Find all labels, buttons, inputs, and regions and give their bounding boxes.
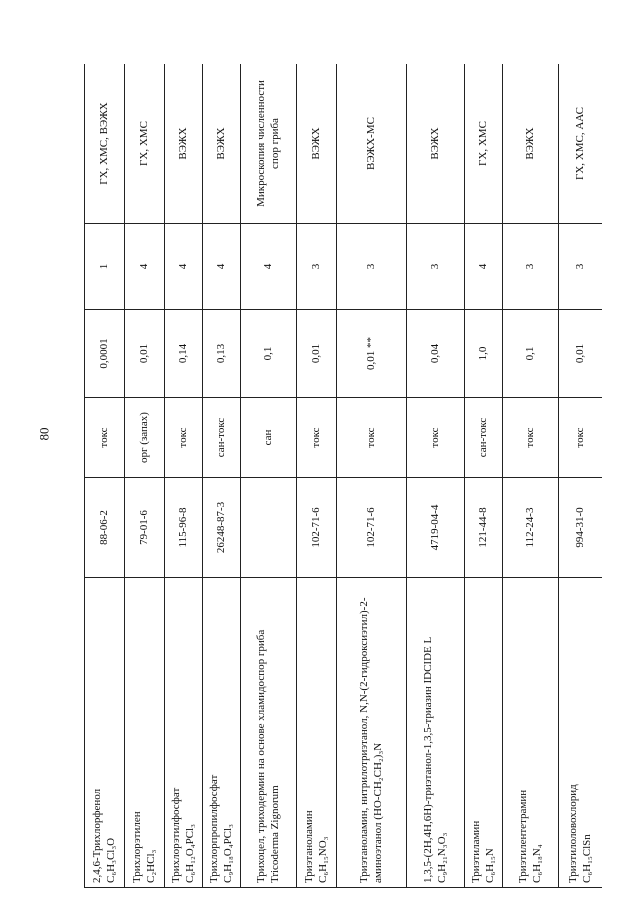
substance-formula: C₆H₁₂O₄PCl₃ xyxy=(183,824,196,883)
cas-number: 102-71-6 xyxy=(297,478,337,578)
hazard-class: 3 xyxy=(503,224,559,310)
limit-value: 0,01 xyxy=(297,310,337,398)
substance-formula: C₆H₁₅NO₃ xyxy=(316,836,329,883)
substance-name-cell xyxy=(297,578,337,888)
hazard-class: 4 xyxy=(203,224,241,310)
cas-number: 102-71-6 xyxy=(337,478,407,578)
analysis-method: ВЭЖХ xyxy=(203,64,241,224)
limit-value: 0,01 xyxy=(559,310,603,398)
cas-number: 994-31-0 xyxy=(559,478,603,578)
substance-formula: C₆H₃Cl₃O xyxy=(104,837,117,883)
page-number: 80 xyxy=(36,427,52,441)
substance-name: Триэтиламин xyxy=(469,820,482,883)
substance-formula: C₆H₁₅N xyxy=(483,848,496,883)
table-row xyxy=(203,64,241,888)
limit-value: 0,01 ** xyxy=(337,310,407,398)
hazard-class: 4 xyxy=(165,224,203,310)
substance-name-cell xyxy=(85,578,125,888)
limit-value: 0,13 xyxy=(203,310,241,398)
limit-value: 0,1 xyxy=(241,310,297,398)
analysis-method: ВЭЖХ xyxy=(503,64,559,224)
hazard-class: 4 xyxy=(125,224,165,310)
hazard-class: 3 xyxy=(559,224,603,310)
table-row xyxy=(297,64,337,888)
table-row xyxy=(165,64,203,888)
analysis-method: ВЭЖХ xyxy=(407,64,465,224)
cas-number xyxy=(241,478,297,578)
table-row xyxy=(407,64,465,888)
substance-name-cell xyxy=(337,578,407,888)
data-table-container xyxy=(84,64,602,888)
hazard-class: 4 xyxy=(465,224,503,310)
analysis-method: ГХ, ХМС xyxy=(125,64,165,224)
substance-table xyxy=(84,64,602,888)
table-row xyxy=(465,64,503,888)
table-row xyxy=(241,64,297,888)
hazard-indicator: сан xyxy=(241,398,297,478)
hazard-indicator: сан-токс xyxy=(203,398,241,478)
cas-number: 112-24-3 xyxy=(503,478,559,578)
substance-formula: C₉H₂₁N₃O₃ xyxy=(435,832,448,883)
substance-formula: C₉H₁₈O₄PCl₃ xyxy=(221,824,234,883)
table-row xyxy=(85,64,125,888)
substance-name: 2,4,6-Трихлорфенол xyxy=(90,788,103,883)
cas-number: 115-96-8 xyxy=(165,478,203,578)
substance-name-cell xyxy=(407,578,465,888)
substance-name: Триэтилентетрамин xyxy=(516,789,529,883)
substance-name: 1,3,5-(2H,4H,6H)-триэтанол-1,3,5-триазин IDCIDE L xyxy=(421,636,434,883)
substance-name: Трихоцел, триходермин на основе хламидоспор гриба Tricoderma Zignorum xyxy=(254,629,281,883)
substance-name-cell xyxy=(241,578,297,888)
cas-number: 88-06-2 xyxy=(85,478,125,578)
analysis-method: ГХ, ХМС, ВЭЖХ xyxy=(85,64,125,224)
analysis-method: ВЭЖХ xyxy=(165,64,203,224)
hazard-indicator: сан-токс xyxy=(465,398,503,478)
cas-number: 79-01-6 xyxy=(125,478,165,578)
substance-name-cell xyxy=(465,578,503,888)
limit-value: 0,14 xyxy=(165,310,203,398)
cas-number: 4719-04-4 xyxy=(407,478,465,578)
table-row xyxy=(559,64,603,888)
limit-value: 1,0 xyxy=(465,310,503,398)
substance-name-cell xyxy=(203,578,241,888)
substance-formula: C₆H₁₈N₄ xyxy=(530,844,543,883)
hazard-indicator: токс xyxy=(337,398,407,478)
analysis-method: ГХ, ХМС, ААС xyxy=(559,64,603,224)
hazard-class: 4 xyxy=(241,224,297,310)
limit-value: 0,1 xyxy=(503,310,559,398)
analysis-method: ВЭЖХ xyxy=(297,64,337,224)
analysis-method: Микроскопия численности спор гриба xyxy=(241,64,297,224)
hazard-class: 3 xyxy=(297,224,337,310)
hazard-indicator: токс xyxy=(559,398,603,478)
hazard-indicator: токс xyxy=(407,398,465,478)
hazard-indicator: орг (запах) xyxy=(125,398,165,478)
hazard-indicator: токс xyxy=(165,398,203,478)
table-row xyxy=(503,64,559,888)
hazard-indicator: токс xyxy=(503,398,559,478)
substance-name-cell xyxy=(165,578,203,888)
limit-value: 0,04 xyxy=(407,310,465,398)
hazard-class: 3 xyxy=(407,224,465,310)
analysis-method: ГХ, ХМС xyxy=(465,64,503,224)
substance-name: Трихлорэтилен xyxy=(130,811,143,883)
limit-value: 0,0001 xyxy=(85,310,125,398)
hazard-indicator: токс xyxy=(297,398,337,478)
hazard-class: 3 xyxy=(337,224,407,310)
substance-name: Трихлорэтилфосфат xyxy=(169,787,182,883)
table-row xyxy=(337,64,407,888)
substance-name-cell xyxy=(125,578,165,888)
hazard-indicator: токс xyxy=(85,398,125,478)
substance-name: Триэтаноламин xyxy=(302,810,315,883)
table-row xyxy=(125,64,165,888)
substance-formula: C₆H₁₅ClSn xyxy=(580,834,593,883)
limit-value: 0,01 xyxy=(125,310,165,398)
cas-number: 26248-87-3 xyxy=(203,478,241,578)
substance-name: Трихлорпропилфосфат xyxy=(207,774,220,883)
substance-name: Триэтилоловохлорид xyxy=(566,784,579,883)
substance-formula: C₂HCl₃ xyxy=(144,849,157,883)
cas-number: 121-44-8 xyxy=(465,478,503,578)
hazard-class: 1 xyxy=(85,224,125,310)
substance-name: Триэтаноламин, нитрилотриэтанол, N,N-(2-гидроксиэтил)-2-аминоэтанол (HO-CH₂CH₂)₃N xyxy=(357,597,384,883)
substance-name-cell xyxy=(559,578,603,888)
analysis-method: ВЭЖХ-МС xyxy=(337,64,407,224)
substance-name-cell xyxy=(503,578,559,888)
